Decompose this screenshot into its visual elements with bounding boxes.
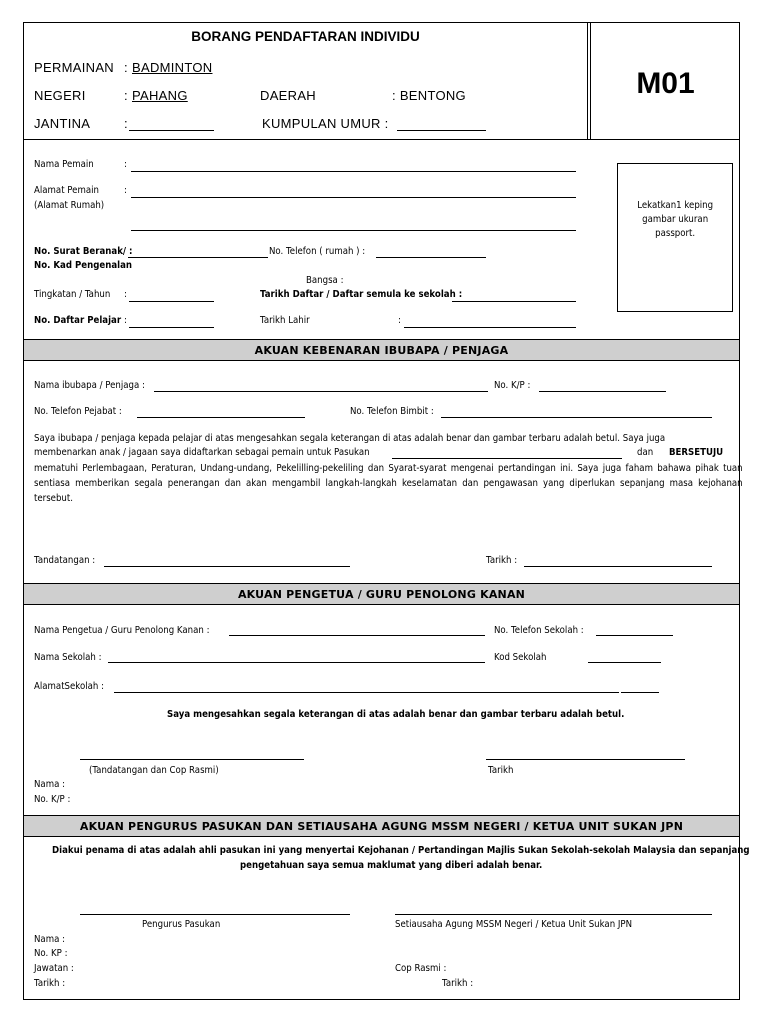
permainan-colon: : [124, 60, 128, 75]
telefon-rumah-field[interactable] [376, 257, 486, 258]
kad-pengenalan-label: No. Kad Pengenalan [34, 260, 133, 271]
ibubapa-heading-band [24, 339, 739, 361]
tel-pejabat-field[interactable] [137, 417, 305, 418]
header-divider-vertical [587, 23, 588, 139]
pengurus-nokp-label: No. KP : [34, 948, 68, 959]
setiausaha-signature-line[interactable] [395, 914, 712, 915]
ibubapa-tandatangan-label: Tandatangan : [34, 555, 96, 566]
nama-sekolah-field[interactable] [108, 662, 485, 663]
alamat-pemain-field-2[interactable] [131, 230, 576, 231]
pengurus-cop-rasmi-label: Cop Rasmi : [395, 963, 447, 974]
ibubapa-tarikh-label: Tarikh : [486, 555, 518, 566]
pengurus-tarikh-right-label: Tarikh : [442, 978, 474, 989]
pengetua-heading-band [24, 583, 739, 605]
passport-photo-text: Lekatkan1 keping gambar ukuran passport. [637, 200, 714, 239]
bangsa-label: Bangsa : [306, 275, 344, 286]
nama-pemain-field[interactable] [131, 171, 576, 172]
kumpulan-umur-field[interactable] [397, 130, 486, 131]
surat-beranak-field[interactable] [128, 257, 268, 258]
ibubapa-declaration-line-2: membenarkan anak / jagaan saya didaftarkan sebagai pemain untuk Pasukan [34, 447, 370, 458]
pengetua-nokp-label: No. K/P : [34, 794, 71, 805]
daerah-label: DAERAH [260, 88, 316, 103]
ibubapa-nokp-label: No. K/P : [494, 380, 531, 391]
kumpulan-umur-label: KUMPULAN UMUR : [262, 116, 389, 131]
pengurus-heading-band [24, 815, 739, 837]
pengetua-pengesahan: Saya mengesahkan segala keterangan di atas adalah benar dan gambar terbaru adalah betul. [167, 709, 625, 720]
tel-bimbit-label: No. Telefon Bimbit : [350, 406, 434, 417]
permainan-value[interactable]: BADMINTON [132, 60, 213, 75]
setiausaha-label: Setiausaha Agung MSSM Negeri / Ketua Unit Sukan JPN [395, 919, 633, 930]
pasukan-field[interactable] [392, 458, 622, 459]
nama-pengetua-field[interactable] [229, 635, 485, 636]
alamat-sekolah-label: AlamatSekolah : [34, 681, 104, 692]
alamat-pemain-field-1[interactable] [131, 197, 576, 198]
surat-beranak-label: No. Surat Beranak/ : [34, 246, 133, 257]
negeri-label: NEGERI [34, 88, 86, 103]
tarikh-lahir-colon: : [398, 315, 401, 326]
tel-sekolah-field[interactable] [596, 635, 673, 636]
ibubapa-bersetuju: BERSETUJU [669, 447, 724, 458]
form-code: M01 [636, 67, 695, 100]
nama-pengetua-label: Nama Pengetua / Guru Penolong Kanan : [34, 625, 210, 636]
tingkatan-label: Tingkatan / Tahun [34, 289, 111, 300]
jantina-colon: : [124, 116, 128, 131]
jantina-label: JANTINA [34, 116, 91, 131]
daerah-value[interactable]: : BENTONG [392, 88, 466, 103]
pengurus-pasukan-label: Pengurus Pasukan [142, 919, 221, 930]
nama-pemain-colon: : [124, 159, 127, 170]
daftar-pelajar-field[interactable] [129, 327, 214, 328]
pengurus-signature-line[interactable] [80, 914, 350, 915]
daftar-pelajar-label: No. Daftar Pelajar [34, 315, 122, 326]
pengetua-heading: AKUAN PENGETUA / GURU PENOLONG KANAN [237, 587, 526, 601]
ibubapa-dan: dan [637, 447, 654, 458]
alamat-sekolah-field[interactable] [114, 692, 619, 693]
nama-pemain-label: Nama Pemain [34, 159, 94, 170]
pengurus-heading: AKUAN PENGURUS PASUKAN DAN SETIAUSAHA AGUNG MSSM NEGERI / KETUA UNIT SUKAN JPN [79, 819, 684, 833]
alamat-pemain-label: Alamat Pemain [34, 185, 99, 196]
alamat-rumah-label: (Alamat Rumah) [34, 200, 105, 211]
alamat-sekolah-field-tail[interactable] [621, 692, 659, 693]
telefon-rumah-label: No. Telefon ( rumah ) : [269, 246, 366, 257]
kod-sekolah-label: Kod Sekolah [494, 652, 547, 663]
ibubapa-tandatangan-field[interactable] [104, 566, 350, 567]
nama-ibubapa-field[interactable] [154, 391, 488, 392]
passport-photo-box[interactable] [617, 163, 733, 312]
ibubapa-nokp-field[interactable] [539, 391, 666, 392]
negeri-colon: : [124, 88, 128, 103]
pengetua-tarikh-label: Tarikh [488, 765, 514, 776]
form-frame [23, 22, 750, 1000]
pengetua-signature-line[interactable] [80, 759, 304, 760]
ibubapa-heading: AKUAN KEBENARAN IBUBAPA / PENJAGA [254, 343, 509, 357]
form-title: BORANG PENDAFTARAN INDIVIDU [191, 29, 420, 44]
pengurus-jawatan-label: Jawatan : [34, 963, 74, 974]
tingkatan-field[interactable] [129, 301, 214, 302]
negeri-value[interactable]: PAHANG [132, 88, 188, 103]
tarikh-daftar-field[interactable] [452, 301, 576, 302]
pengetua-nama-label: Nama : [34, 779, 65, 790]
tarikh-lahir-field[interactable] [404, 327, 576, 328]
tandatangan-cop-label: (Tandatangan dan Cop Rasmi) [89, 765, 219, 776]
header-bottom-rule [24, 139, 739, 140]
ibubapa-declaration-line-1: Saya ibubapa / penjaga kepada pelajar di atas mengesahkan segala keterangan di atas adalah benar dan gambar terbaru adalah betul. Saya juga [34, 433, 666, 444]
tel-bimbit-field[interactable] [441, 417, 712, 418]
nama-ibubapa-label: Nama ibubapa / Penjaga : [34, 380, 145, 391]
pengurus-nama-label: Nama : [34, 934, 65, 945]
kod-sekolah-field[interactable] [588, 662, 661, 663]
ibubapa-tarikh-field[interactable] [524, 566, 712, 567]
daftar-pelajar-colon: : [124, 315, 127, 326]
permainan-label: PERMAINAN [34, 60, 114, 75]
jantina-field[interactable] [129, 130, 214, 131]
tarikh-daftar-label: Tarikh Daftar / Daftar semula ke sekolah : [260, 289, 463, 300]
pengurus-declaration-line-2: pengetahuan saya semua maklumat yang diberi adalah benar. [240, 860, 543, 871]
alamat-pemain-colon: : [124, 185, 127, 196]
tel-sekolah-label: No. Telefon Sekolah : [494, 625, 584, 636]
pengurus-declaration-line-1: Diakui penama di atas adalah ahli pasukan ini yang menyertai Kejohanan / Pertandingan Majlis Sukan Sekolah-sekolah Malaysia dan sepanjang [52, 845, 750, 856]
pengurus-tarikh-left-label: Tarikh : [34, 978, 66, 989]
tingkatan-colon: : [124, 289, 127, 300]
ibubapa-declaration-line-3: mematuhi Perlembagaan, Peraturan, Undang-undang, Pekelilling-pekeliling dan Syarat-syarat mengenai pertandingan ini. Saya juga faham bahawa pihak tuan sentiasa memberikan segala penerangan dan akan mengambil langkah-langkah keselamatan dan pengawasan yang diperlukan sepanjang masa kejohanan tersebut. [34, 463, 743, 504]
tel-pejabat-label: No. Telefon Pejabat : [34, 406, 122, 417]
tarikh-lahir-label: Tarikh Lahir [260, 315, 310, 326]
header-inner-box [590, 23, 591, 139]
pengetua-tarikh-line[interactable] [486, 759, 685, 760]
nama-sekolah-label: Nama Sekolah : [34, 652, 102, 663]
